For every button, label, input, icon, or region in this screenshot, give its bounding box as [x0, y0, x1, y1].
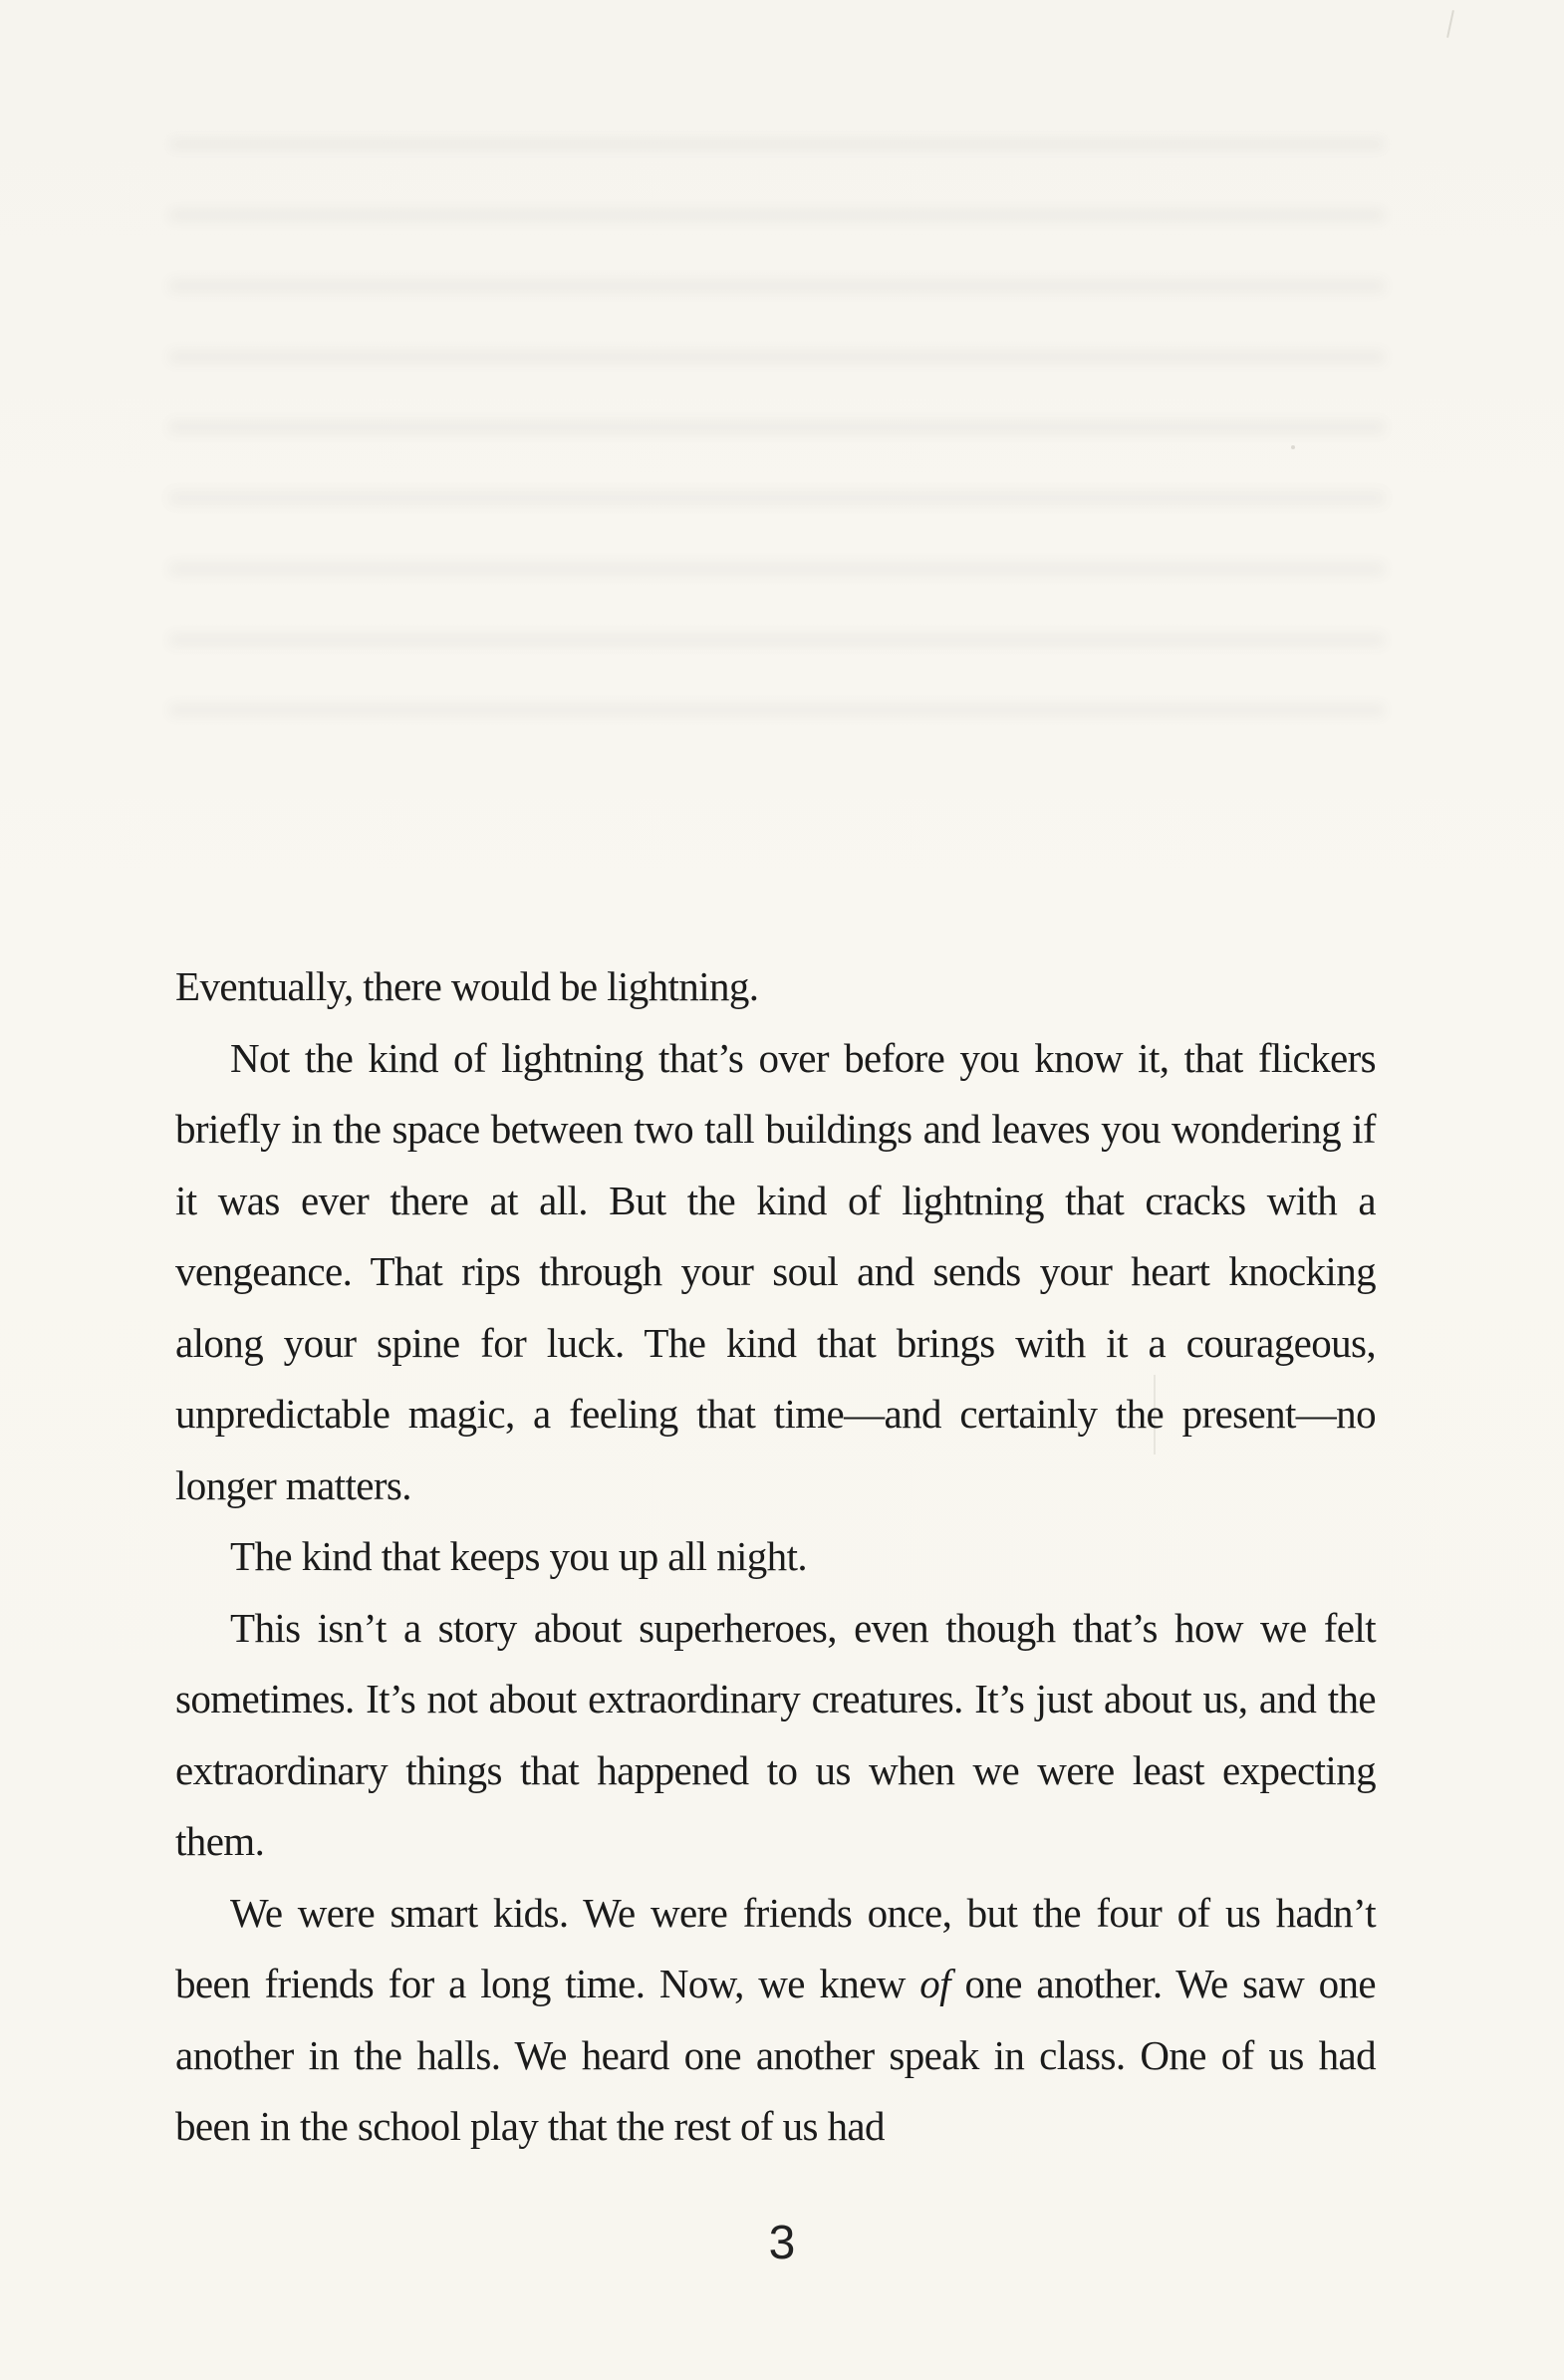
paragraph-4: This isn’t a story about superheroes, even though that’s how we felt sometimes. It’s not about extraordinary creatures. It’s just about us, and the extraordinary things that happened to us when we were least expecting them. [175, 1604, 1376, 1864]
paragraph-5 [175, 1878, 1376, 2163]
page-number: 3 [768, 2217, 796, 2269]
paper-scratch-mark [1291, 445, 1295, 449]
paper-scratch-mark [1446, 10, 1454, 38]
bleed-through-texture [169, 90, 1385, 727]
paragraph-1: Eventually, there would be lightning. [175, 963, 759, 1009]
paragraph-2: Not the kind of lightning that’s over before you know it, that flickers briefly in the space between two tall buildings and leaves you wondering if it was ever there at all. But the kind of lightning that cracks with a vengeance. That rips through your soul and sends your heart knocking along your spine for luck. The kind that brings with it a courageous, unpredictable magic, a feeling that time—and certainly the present—no longer matters. [175, 1034, 1376, 1508]
paragraph-3: The kind that keeps you up all night. [230, 1533, 808, 1579]
paragraph-5-text-after: one another. We saw one another in the halls. We heard one another speak in class. One of us had been in the school play that the rest of us had [175, 1961, 1376, 2149]
body-text [175, 951, 1376, 2163]
paragraph-5-italic-word: of [919, 1961, 950, 2006]
paragraph-5-text-before: We were smart kids. We were friends once, but the four of us hadn’t been friends for a long time. Now, we knew [175, 1889, 1376, 2006]
